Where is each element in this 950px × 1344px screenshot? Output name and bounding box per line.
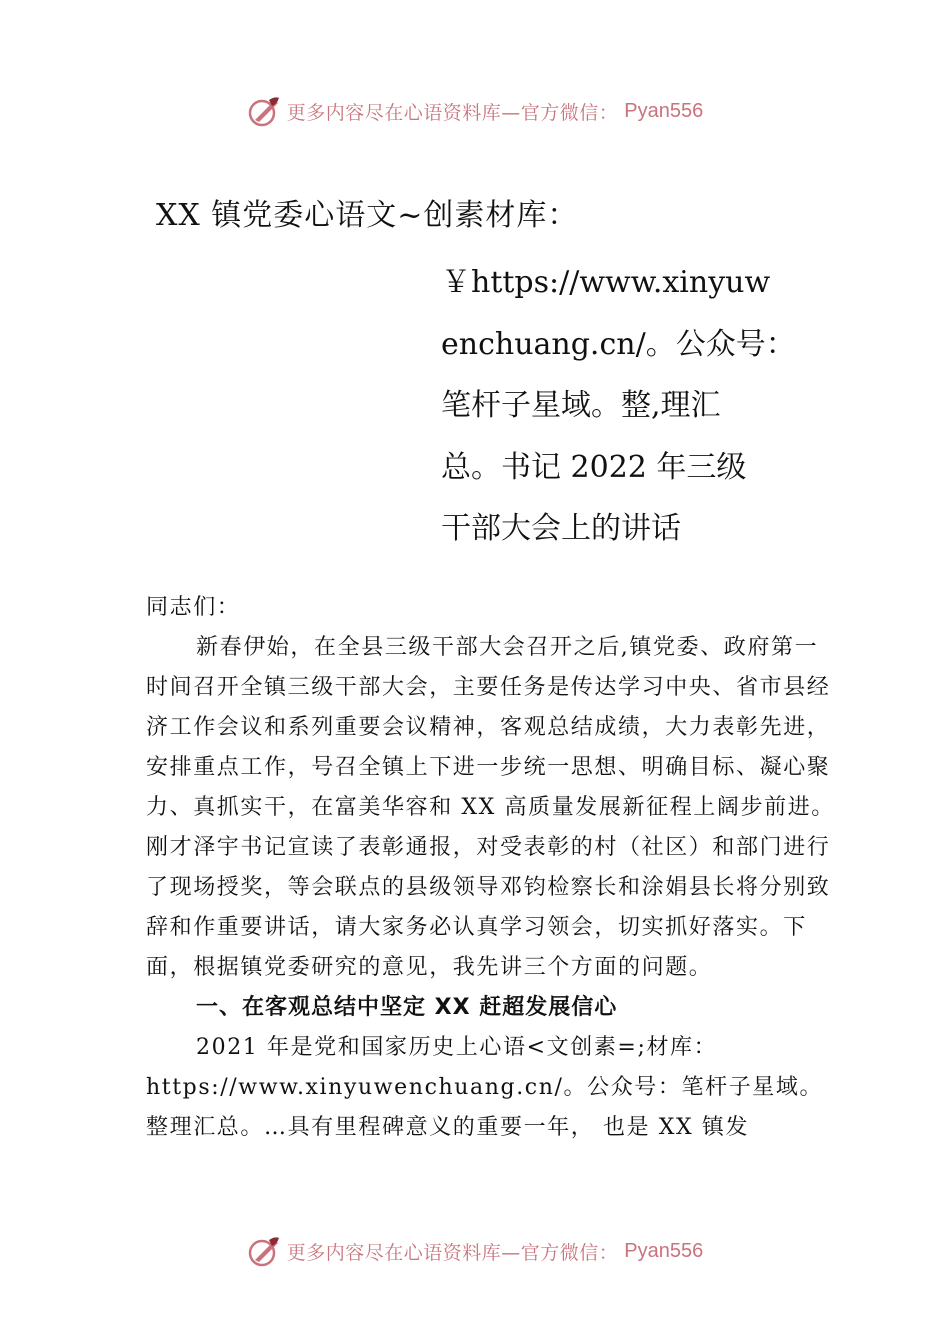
title-line: 笔杆子星域。整,理汇: [441, 388, 721, 423]
title-line-1: XX 镇党委心语文~创素材库：: [156, 198, 579, 233]
paragraph-2-line: https://www.xinyuwenchuang.cn/。公众号：笔杆子星域。: [146, 1075, 824, 1100]
document-body: [146, 588, 836, 1148]
watermark-text: 更多内容尽在心语资料库—官方微信：: [286, 1241, 619, 1264]
title-line: enchuang.cn/。公众号：: [441, 326, 796, 362]
watermark-text: 更多内容尽在心语资料库—官方微信：: [286, 101, 619, 124]
title-line: ￥https://www.xinyuw: [441, 265, 771, 300]
paragraph-2-line: 2021 年是党和国家历史上心语<文创素=;材库：: [196, 1035, 718, 1060]
section-heading-1: 一、在客观总结中坚定 XX 赶超发展信心: [196, 995, 618, 1020]
paragraph-1: 新春伊始，在全县三级干部大会召开之后,镇党委、政府第一时间召开全镇三级干部大会，主要任务是传达学习中央、省市县经济工作会议和系列重要会议精神，客观总结成绩，大力表彰先进，安排重点工作，号召全镇上下进一步统一思想、明确目标、凝心聚力、真抓实干，在富美华容和 XX 高质量发展新征程上阔步前进。刚才泽宇书记宣读了表彰通报，对受表彰的村（社区）和部门进行了现场授奖，等会联点的县级领导邓钧检察长和涂娟县长将分别致辞和作重要讲话，请大家务必认真学习领会，切实抓好落实。下面，根据镇党委研究的意见，我先讲三个方面的问题。: [146, 635, 835, 980]
quill-logo-icon: [247, 1234, 281, 1268]
title-block: [441, 252, 831, 560]
watermark-header: [0, 94, 950, 128]
watermark-id: Pyan556: [624, 1239, 704, 1262]
watermark-footer: [0, 1234, 950, 1268]
quill-logo-icon: [247, 94, 281, 128]
paragraph-2-line: 整理汇总。…具有里程碑意义的重要一年， 也是 XX 镇发: [146, 1115, 750, 1140]
watermark-id: Pyan556: [624, 99, 704, 122]
title-line: 总。书记 2022 年三级: [441, 449, 747, 485]
title-line: 干部大会上的讲话: [441, 511, 681, 546]
salutation: 同志们：: [146, 595, 241, 620]
